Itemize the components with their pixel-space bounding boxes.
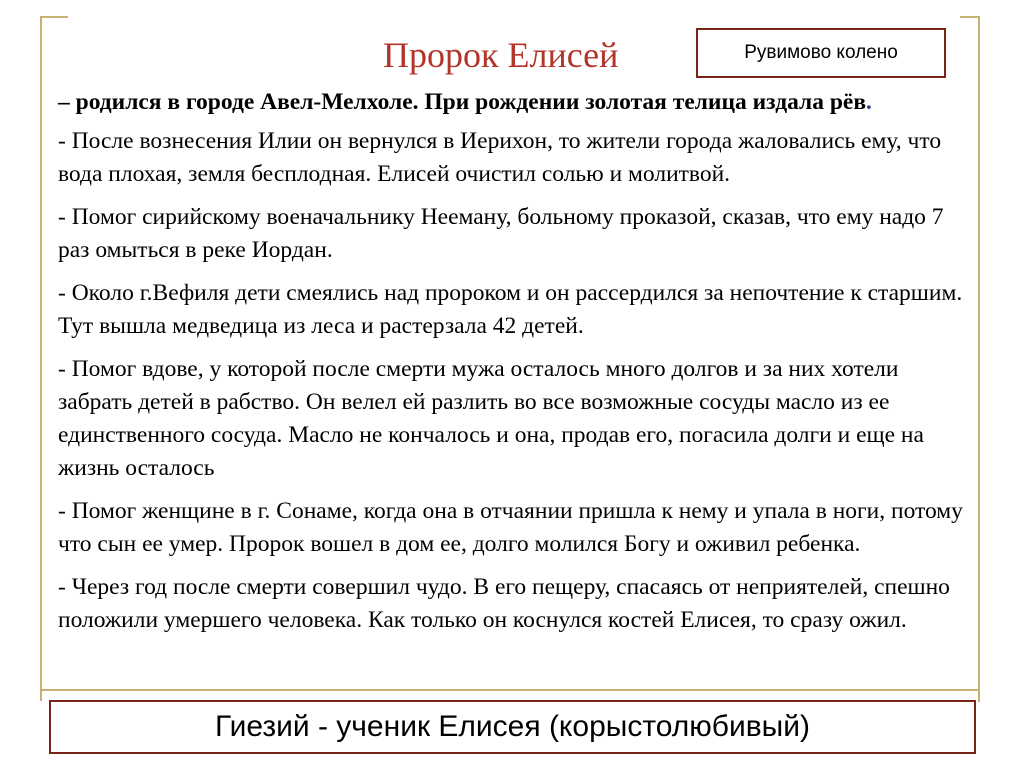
intro-text: – родился в городе Авел-Мелхоле. При рождении золотая телица издала рёв <box>58 89 867 115</box>
slide-title: Пророк Елисей <box>383 35 619 75</box>
tribe-label: Рувимово колено <box>744 42 898 63</box>
frame-top-right-line <box>960 16 980 18</box>
paragraph-3: - Около г.Вефиля дети смеялись над пророком и он рассердился за непочтение к старшим. Тут вышла медведица из леса и растерзала 42 детей. <box>58 280 963 339</box>
intro-period: . <box>866 89 872 115</box>
paragraph-2: - Помог сирийскому военачальнику Нееману, больному проказой, сказав, что ему надо 7 раз омыться в реке Иордан. <box>58 204 944 263</box>
frame-bottom-line <box>40 689 978 691</box>
frame-top-left-line <box>40 16 68 18</box>
frame-right-line <box>978 16 980 702</box>
intro-paragraph <box>58 86 973 119</box>
paragraph-6: - Через год после смерти совершил чудо. В его пещеру, спасаясь от неприятелей, спешно положили умершего человека. Как только он коснулся костей Елисея, то сразу ожил. <box>58 574 950 633</box>
footer-label: Гиезий - ученик Елисея (корыстолюбивый) <box>215 710 810 743</box>
paragraph-4: - Помог вдове, у которой после смерти мужа осталось много долгов и за них хотели забрать детей в рабство. Он велел ей разлить во все возможные сосуды масло из ее единственного сосуда. Масло не кончалось и она, продав его, погасила долги и еще на жизнь осталось <box>58 356 924 481</box>
tribe-box <box>696 28 946 78</box>
footer-box <box>49 700 976 754</box>
paragraph-5: - Помог женщине в г. Сонаме, когда она в отчаянии пришла к нему и упала в ноги, потому что сын ее умер. Пророк вошел в дом ее, долго молился Богу и оживил ребенка. <box>58 498 963 557</box>
frame-left-line <box>40 16 42 701</box>
slide-body <box>58 86 973 647</box>
paragraph-1: - После вознесения Илии он вернулся в Иерихон, то жители города жаловались ему, что вода плохая, земля бесплодная. Елисей очистил солью и молитвой. <box>58 128 942 187</box>
